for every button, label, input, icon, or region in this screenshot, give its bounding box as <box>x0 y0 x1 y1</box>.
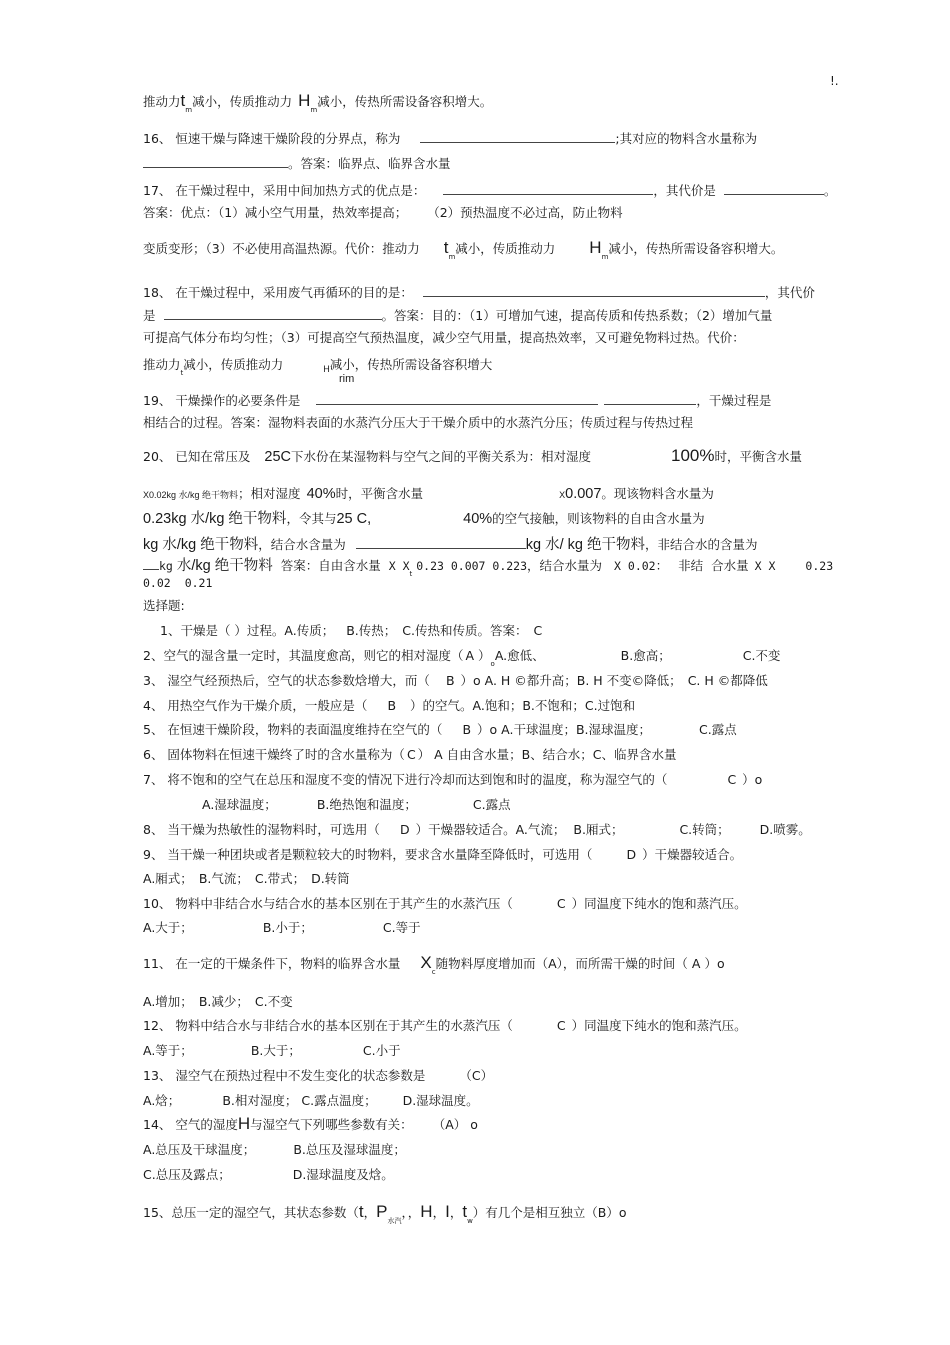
question-1: 1、干燥是（ ）过程。A.传质； B.传热； C.传热和传质。答案： C <box>160 623 543 638</box>
blank-field <box>143 557 159 570</box>
question-14-options-cd: C.总压及露点； D.湿球温度及焓。 <box>143 1167 394 1182</box>
blank-field <box>724 182 824 195</box>
line-15: 0.23kg 水/kg 绝干物料，令其与25 C, 40%的空气接触，则该物料的自由含水量为 <box>143 511 705 527</box>
line-11: 19、 干燥操作的必要条件是 ，干燥过程是 <box>143 393 772 408</box>
question-14: 14、 空气的湿度H与湿空气下列哪些参数有关： （A） o <box>143 1114 478 1133</box>
question-13: 13、 湿空气在预热过程中不发生变化的状态参数是 （C） <box>143 1068 494 1083</box>
blank-field <box>420 130 615 143</box>
question-9-options: A.厢式； B.气流； C.带式； D.转筒 <box>143 871 350 886</box>
question-2: 2、空气的湿含量一定时，其温度愈高，则它的相对湿度（ A ）$_oA$.愈低、 B.愈高； C.不变 <box>143 648 781 668</box>
question-9: 9、 当干燥一种团块或者是颗粒较大的时物料，要求含水量降至降低时，可选用（ D ）干燥器较适合。 <box>143 847 743 862</box>
blank-field <box>356 536 526 549</box>
blank-field <box>423 284 765 297</box>
blank-field <box>316 392 598 405</box>
question-12: 12、 物料中结合水与非结合水的基本区别在于其产生的水蒸汽压（ C ）同温度下纯水的饱和蒸汽压。 <box>143 1018 747 1033</box>
line-12: 相结合的过程。答案：湿物料表面的水蒸汽分压大于干燥介质中的水蒸汽分压；传质过程与传热过程 <box>143 415 694 430</box>
line-16: kg 水/kg 绝干物料，结合水含量为 kg 水/ kg 绝干物料，非结合水的含量为 <box>143 537 758 553</box>
line-07: 18、 在干燥过程中，采用废气再循环的目的是： ，其代价 <box>143 285 815 300</box>
line-19: 选择题: <box>143 598 185 613</box>
question-8: 8、 当干燥为热敏性的湿物料时，可选用（ D ）干燥器较适合。A.气流； B.厢式； C.转筒； D.喷雾。 <box>143 822 811 837</box>
line-05: 答案：优点：（1）减小空气用量，热效率提高； （2）预热温度不必过高，防止物料 <box>143 205 623 220</box>
question-7-options: A.湿球温度； B.绝热饱和温度； C.露点 <box>202 797 511 812</box>
line-13: 20、 已知在常压及 25C下水份在某湿物料与空气之间的平衡关系为：相对湿度 100%时，平衡含水量 <box>143 446 803 465</box>
question-11: 11、 在一定的干燥条件下，物料的临界含水量 $X_c$随物料厚度增加而（A），而所需干燥的时间（ A ）o <box>143 953 725 976</box>
blank-field <box>604 392 696 405</box>
question-10-options: A.大于； B.小于； C.等于 <box>143 920 421 935</box>
line-18: 0.02 0.21 <box>143 576 213 590</box>
question-6: 6、 固体物料在恒速干燥终了时的含水量称为（ C ） A 自由含水量；B、结合水；C、临界含水量 <box>143 747 677 762</box>
line-04: 17、 在干燥过程中，采用中间加热方式的优点是： ，其代价是 。 <box>143 183 837 198</box>
question-5: 5、 在恒速干燥阶段，物料的表面温度维持在空气的（ B ）o A.干球温度；B.湿球温度； C.露点 <box>143 722 737 737</box>
line-03: 。答案：临界点、临界含水量 <box>143 155 451 172</box>
question-13-options: A.焓； B.相对湿度； C.露点温度； D.湿球温度。 <box>143 1093 479 1108</box>
question-14-options-ab: A.总压及干球温度； B.总压及湿球温度； <box>143 1142 406 1157</box>
blank-field <box>143 155 288 168</box>
line-17: kg 水/kg 绝干物料 答案：自由含水量 X $X_t0.23$ 0.007 0.223，结合水量为 X 0.02： 非结 合水量 X X 0.23 <box>143 557 833 582</box>
corner-mark: !. <box>830 74 839 88</box>
question-4: 4、 用热空气作为干燥介质，一般应是（ B ）的空气。A.饱和；B.不饱和；C.过饱和 <box>143 698 636 713</box>
question-7: 7、 将不饱和的空气在总压和湿度不变的情况下进行冷却而达到饱和时的温度，称为湿空气的（ C ）o <box>143 772 763 787</box>
line-10: 推动力$_t$减小，传质推动力 $_H$减小，传热所需设备容积增大 rim <box>143 357 493 385</box>
question-3: 3、 湿空气经预热后，空气的状态参数焓增大，而（ B ）o A. H ©都升高；B. H 不变©降低； C. H ©都降低 <box>143 673 768 688</box>
blank-field <box>164 307 382 320</box>
question-12-options: A.等于； B.大于； C.小于 <box>143 1043 401 1058</box>
line-06: 变质变形；（3）不必使用高温热源。代价：推动力 $t_m$减小，传质推动力 $H_m$减小，传热所需设备容积增大。 <box>143 238 784 261</box>
question-10: 10、 物料中非结合水与结合水的基本区别在于其产生的水蒸汽压（ C ）同温度下纯水的饱和蒸汽压。 <box>143 896 747 911</box>
line-01: 推动力$t_m$减小，传质推动力 $H_m$减小，传热所需设备容积增大。 <box>143 91 493 114</box>
question-15: 15、总压一定的湿空气，其状态参数（t，$P_{水汽}$，，H，I，$t_w$）有几个是相互独立（B）o <box>143 1202 627 1225</box>
line-02: 16、 恒速干燥与降速干燥阶段的分界点，称为 ;其对应的物料含水量称为 <box>143 131 758 146</box>
question-11-options: A.增加； B.减少； C.不变 <box>143 994 293 1009</box>
line-14: X0.02kg 水/kg 绝干物料；相对湿度 40%时，平衡含水量 X0.007。现该物料含水量为 <box>143 486 714 502</box>
line-08: 是 。答案：目的：（1）可增加气速，提高传质和传热系数；（2）增加气量 <box>143 308 773 323</box>
blank-field <box>443 182 653 195</box>
line-09: 可提高气体分布均匀性；（3）可提高空气预热温度，减少空气用量，提高热效率，又可避免物料过热。代价： <box>143 330 745 345</box>
